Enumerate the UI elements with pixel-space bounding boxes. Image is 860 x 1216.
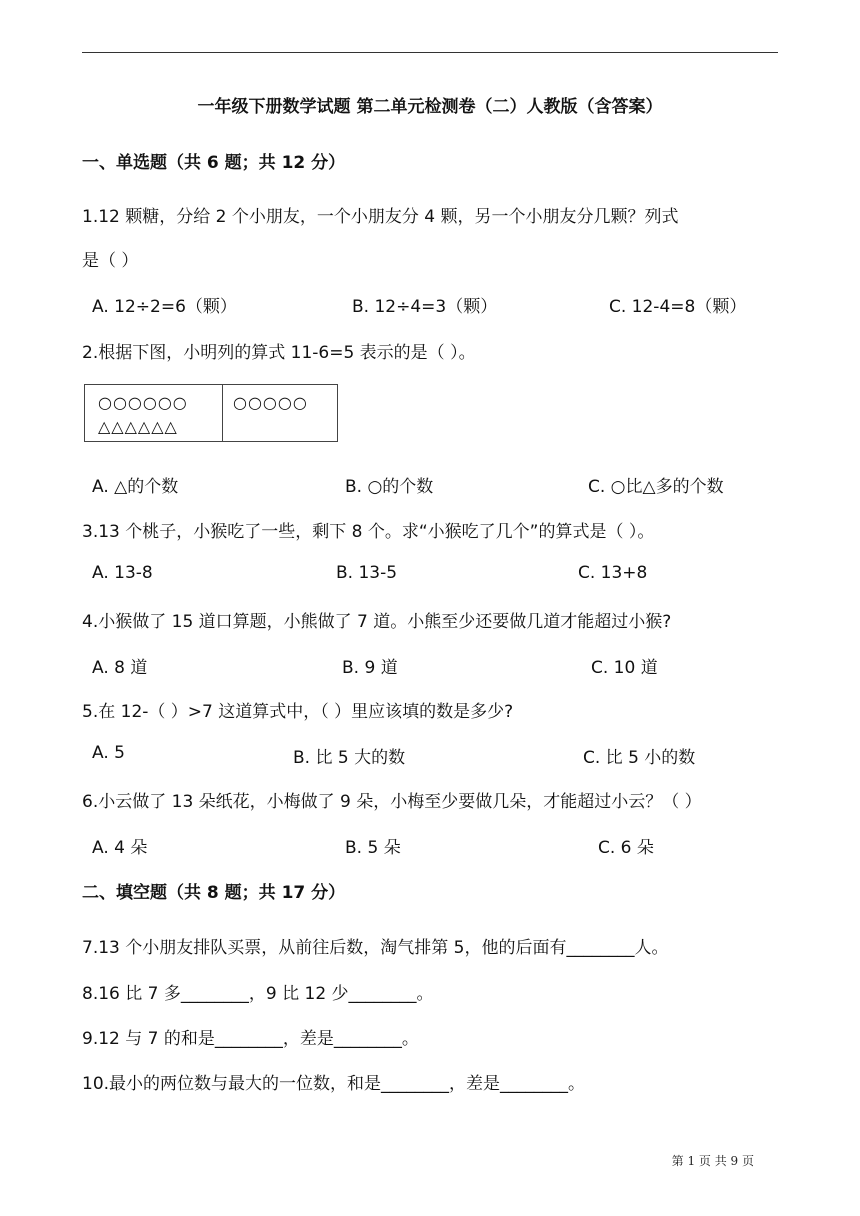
question-3-option-c: C. 13+8: [578, 563, 648, 583]
question-1-option-c: C. 12-4=8（颗）: [609, 297, 747, 317]
question-1-option-a: A. 12÷2=6（颗）: [92, 297, 237, 317]
question-5-option-a: A. 5: [92, 743, 125, 763]
question-7-text: 7.13 个小朋友排队买票，从前往后数，淘气排第 5，他的后面有________人。: [82, 938, 669, 958]
question-5-option-c: C. 比 5 小的数: [583, 748, 696, 768]
question-6-text: 6.小云做了 13 朵纸花，小梅做了 9 朵，小梅至少要做几朵，才能超过小云？（ ）: [82, 792, 702, 812]
header-rule: [82, 52, 778, 53]
question-10-text: 10.最小的两位数与最大的一位数，和是________，差是________。: [82, 1074, 586, 1094]
question-5-text: 5.在 12-（ ）>7 这道算式中，（ ）里应该填的数是多少?: [82, 702, 514, 722]
question-1-line-1: 1.12 颗糖，分给 2 个小朋友，一个小朋友分 4 颗，另一个小朋友分几颗？列式: [82, 207, 679, 227]
question-3-option-a: A. 13-8: [92, 563, 153, 583]
question-8-text: 8.16 比 7 多________，9 比 12 少________。: [82, 984, 434, 1004]
question-4-text: 4.小猴做了 15 道口算题，小熊做了 7 道。小熊至少还要做几道才能超过小猴?: [82, 612, 672, 632]
question-3-option-b: B. 13-5: [336, 563, 398, 583]
question-2-text: 2.根据下图，小明列的算式 11-6=5 表示的是（ ）。: [82, 343, 476, 363]
page-number-footer: 第 1 页 共 9 页: [671, 1154, 754, 1168]
question-9-text: 9.12 与 7 的和是________，差是________。: [82, 1029, 419, 1049]
question-4-option-b: B. 9 道: [342, 658, 398, 678]
figure-circles-left: ○○○○○○: [98, 393, 188, 412]
question-4-option-a: A. 8 道: [92, 658, 148, 678]
question-6-option-b: B. 5 朵: [345, 838, 401, 858]
figure-divider: [222, 385, 223, 441]
question-2-figure: [84, 384, 338, 442]
question-4-option-c: C. 10 道: [591, 658, 658, 678]
figure-circles-right: ○○○○○: [233, 393, 308, 412]
question-2-option-c: C. ○比△多的个数: [588, 477, 724, 497]
question-6-option-c: C. 6 朵: [598, 838, 654, 858]
question-5-option-b: B. 比 5 大的数: [293, 748, 406, 768]
section-heading-fill-in: 二、填空题（共 8 题；共 17 分）: [82, 883, 346, 903]
figure-triangles: △△△△△△: [98, 417, 178, 436]
section-heading-single-choice: 一、单选题（共 6 题；共 12 分）: [82, 153, 346, 173]
question-6-option-a: A. 4 朵: [92, 838, 148, 858]
question-2-option-a: A. △的个数: [92, 477, 179, 497]
document-title: 一年级下册数学试题 第二单元检测卷（二）人教版（含答案）: [197, 97, 663, 117]
question-3-text: 3.13 个桃子，小猴吃了一些，剩下 8 个。求“小猴吃了几个”的算式是（ ）。: [82, 522, 655, 542]
question-1-option-b: B. 12÷4=3（颗）: [352, 297, 498, 317]
question-2-option-b: B. ○的个数: [345, 477, 434, 497]
question-1-line-2: 是（ ）: [82, 251, 139, 271]
